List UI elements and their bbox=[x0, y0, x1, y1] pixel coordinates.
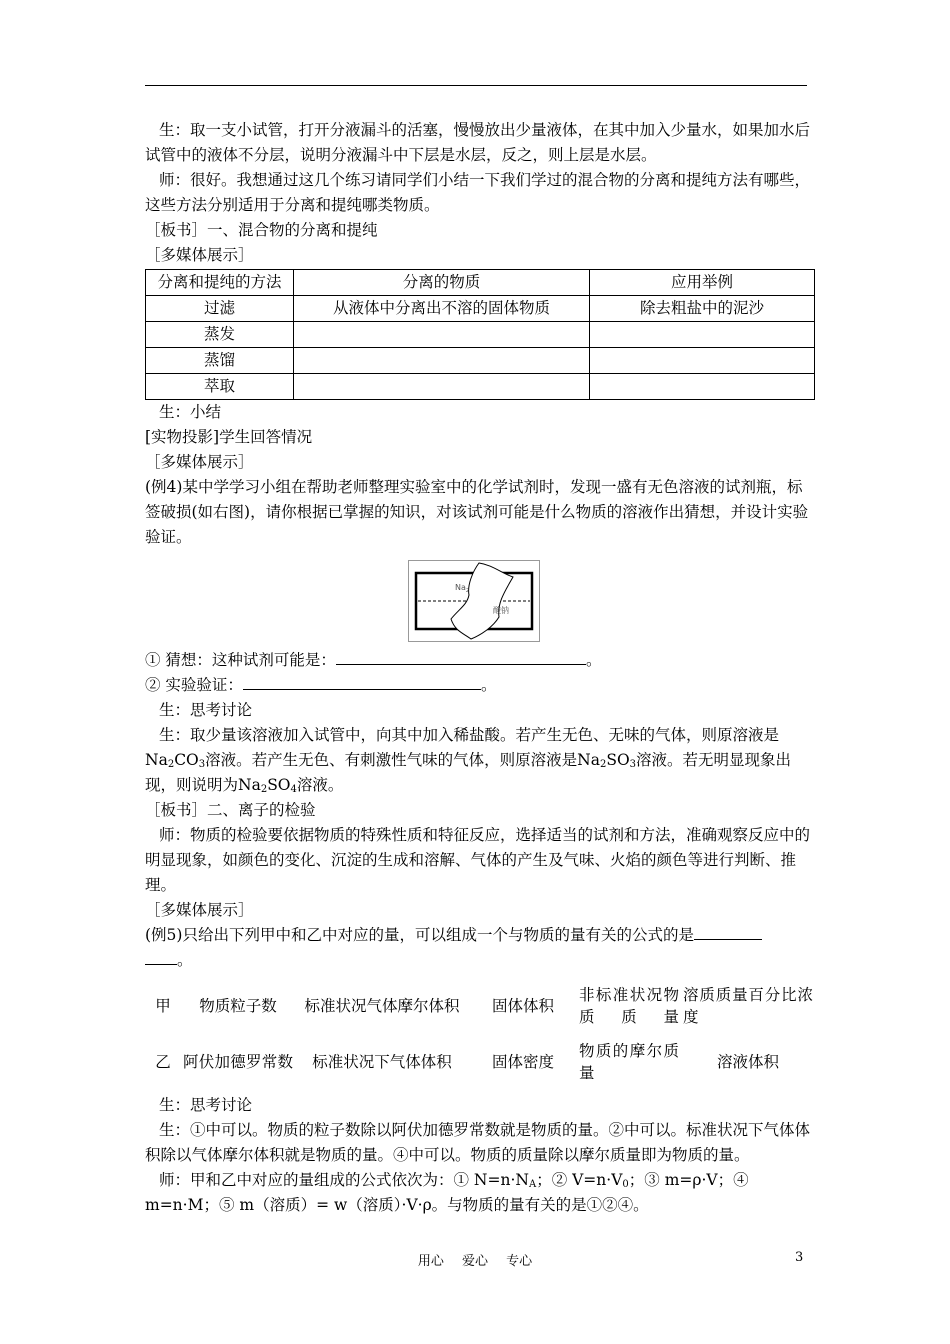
guess-answer-blank[interactable] bbox=[336, 648, 586, 665]
table-header-row bbox=[146, 270, 815, 296]
table-cell bbox=[294, 374, 590, 400]
table-cell: 溶液体积 bbox=[716, 1053, 779, 1071]
label-text-na: $Na_2$ bbox=[455, 583, 470, 594]
table-cell: 标准状况气体摩尔体积 bbox=[304, 997, 460, 1015]
question-verify-label: ② 实验验证： bbox=[145, 676, 243, 694]
table-row-jia bbox=[145, 978, 815, 1034]
table-header-cell: 应用举例 bbox=[590, 270, 815, 296]
example-5-text: (例5)只给出下列甲中和乙中对应的量，可以组成一个与物质的量有关的公式的是 。 bbox=[145, 923, 815, 973]
page-content bbox=[145, 118, 815, 1218]
table-cell: 过滤 bbox=[146, 296, 294, 322]
table-cell: 标准状况下气体体积 bbox=[312, 1053, 452, 1071]
media-note-2: ［多媒体展示］ bbox=[145, 453, 254, 471]
separation-methods-table bbox=[145, 269, 815, 400]
question-verify-end: 。 bbox=[480, 676, 497, 694]
verify-answer-blank[interactable] bbox=[243, 673, 481, 690]
student-paragraph-1: 生：取一支小试管，打开分液漏斗的活塞，慢慢放出少量液体，在其中加入少量水，如果加水后试管中的液体不分层，说明分液漏斗中下层是水层，反之，则上层是水层。 bbox=[145, 121, 811, 164]
table-cell: 阿伏加德罗常数 bbox=[183, 1053, 293, 1071]
teacher-paragraph-2: 师：物质的检验要依据物质的特殊性质和特征反应，选择适当的试剂和方法，准确观察反应中的明显现象，如颜色的变化、沉淀的生成和溶解、气体的产生及气味、火焰的颜色等进行判断、推理。 bbox=[145, 826, 811, 894]
table-header-cell: 分离的物质 bbox=[294, 270, 590, 296]
teacher-final-paragraph: 师：甲和乙中对应的量组成的公式依次为：① $N=n\cdot N_A$；② $V=n\cdot V_0$；③ m=ρ·V；④ m=n·M；⑤ m（溶质）= w（溶质）·V·ρ。与物质的量有关的是①②④。 bbox=[145, 1171, 749, 1214]
table-cell bbox=[590, 322, 815, 348]
table-row bbox=[146, 322, 815, 348]
table-cell: 除去粗盐中的泥沙 bbox=[590, 296, 815, 322]
table-row bbox=[146, 296, 815, 322]
question-guess-label: ① 猜想：这种试剂可能是： bbox=[145, 651, 336, 669]
table-cell: 物质粒子数 bbox=[199, 997, 277, 1015]
table-cell: 萃取 bbox=[146, 374, 294, 400]
projection-note: [实物投影]学生回答情况 bbox=[145, 428, 313, 446]
table-header-cell: 分离和提纯的方法 bbox=[146, 270, 294, 296]
label-text-salt: 酸钠 bbox=[493, 606, 509, 615]
media-note-3: ［多媒体展示］ bbox=[145, 901, 254, 919]
table-row bbox=[146, 374, 815, 400]
example-5-blank-2[interactable] bbox=[145, 948, 177, 965]
table-cell bbox=[294, 348, 590, 374]
question-verify bbox=[145, 673, 815, 698]
row-label-jia: 甲 bbox=[155, 997, 171, 1015]
example-5-blank-1[interactable] bbox=[694, 923, 762, 940]
footer-motto: 用心 爱心 专心 bbox=[417, 1254, 533, 1269]
student-answer-5: 生：①中可以。物质的粒子数除以阿伏加德罗常数就是物质的量。②中可以。标准状况下气体体积除以气体摩尔体积就是物质的量。④中可以。物质的质量除以摩尔质量即为物质的量。 bbox=[145, 1121, 811, 1164]
page-number: 3 bbox=[795, 1250, 804, 1265]
table-cell bbox=[590, 348, 815, 374]
row-label-yi: 乙 bbox=[155, 1053, 171, 1071]
question-guess bbox=[145, 648, 815, 673]
table-cell: 从液体中分离出不溶的固体物质 bbox=[294, 296, 590, 322]
board-note-1: ［板书］一、混合物的分离和提纯 bbox=[145, 221, 378, 239]
table-cell: 溶质质量百分比浓度 bbox=[683, 986, 813, 1026]
table-row-yi bbox=[145, 1034, 815, 1090]
label-illustration bbox=[409, 561, 539, 641]
student-summary: 生：小结 bbox=[159, 403, 222, 421]
table-cell bbox=[590, 374, 815, 400]
media-note-1: ［多媒体展示］ bbox=[145, 246, 254, 264]
table-cell: 固体体积 bbox=[491, 997, 554, 1015]
table-row bbox=[146, 348, 815, 374]
teacher-paragraph-1: 师：很好。我想通过这几个练习请同学们小结一下我们学过的混合物的分离和提纯方法有哪些，这些方法分别适用于分离和提纯哪类物质。 bbox=[145, 171, 811, 214]
header-rule bbox=[145, 85, 807, 86]
table-cell bbox=[294, 322, 590, 348]
table-cell: 非标准状况物质质量 bbox=[579, 986, 679, 1026]
table-cell: 物质的摩尔质量 bbox=[579, 1042, 679, 1082]
quantity-pairs-table bbox=[145, 978, 815, 1090]
student-answer-4: 生：取少量该溶液加入试管中，向其中加入稀盐酸。若产生无色、无味的气体，则原溶液是$Na_2CO_3$溶液。若产生无色、有刺激性气味的气体，则原溶液是$Na_2SO_3$溶液。若无明显现象出现，则说明为$Na_2SO_4$溶液。 bbox=[145, 726, 792, 795]
table-cell: 蒸馏 bbox=[146, 348, 294, 374]
board-note-2: ［板书］二、离子的检验 bbox=[145, 801, 316, 819]
example-4-text: (例4)某中学学习小组在帮助老师整理实验室中的化学试剂时，发现一盛有无色溶液的试剂瓶，标签破损(如右图)，请你根据已掌握的知识，对该试剂可能是什么物质的溶液作出猜想，并设计实验验证。 bbox=[145, 478, 809, 546]
table-cell: 固体密度 bbox=[491, 1053, 554, 1071]
student-discuss-1: 生：思考讨论 bbox=[159, 701, 253, 719]
broken-label-bottle-figure bbox=[408, 560, 540, 642]
student-discuss-2: 生：思考讨论 bbox=[159, 1096, 253, 1114]
table-cell: 蒸发 bbox=[146, 322, 294, 348]
question-guess-end: 。 bbox=[585, 651, 602, 669]
